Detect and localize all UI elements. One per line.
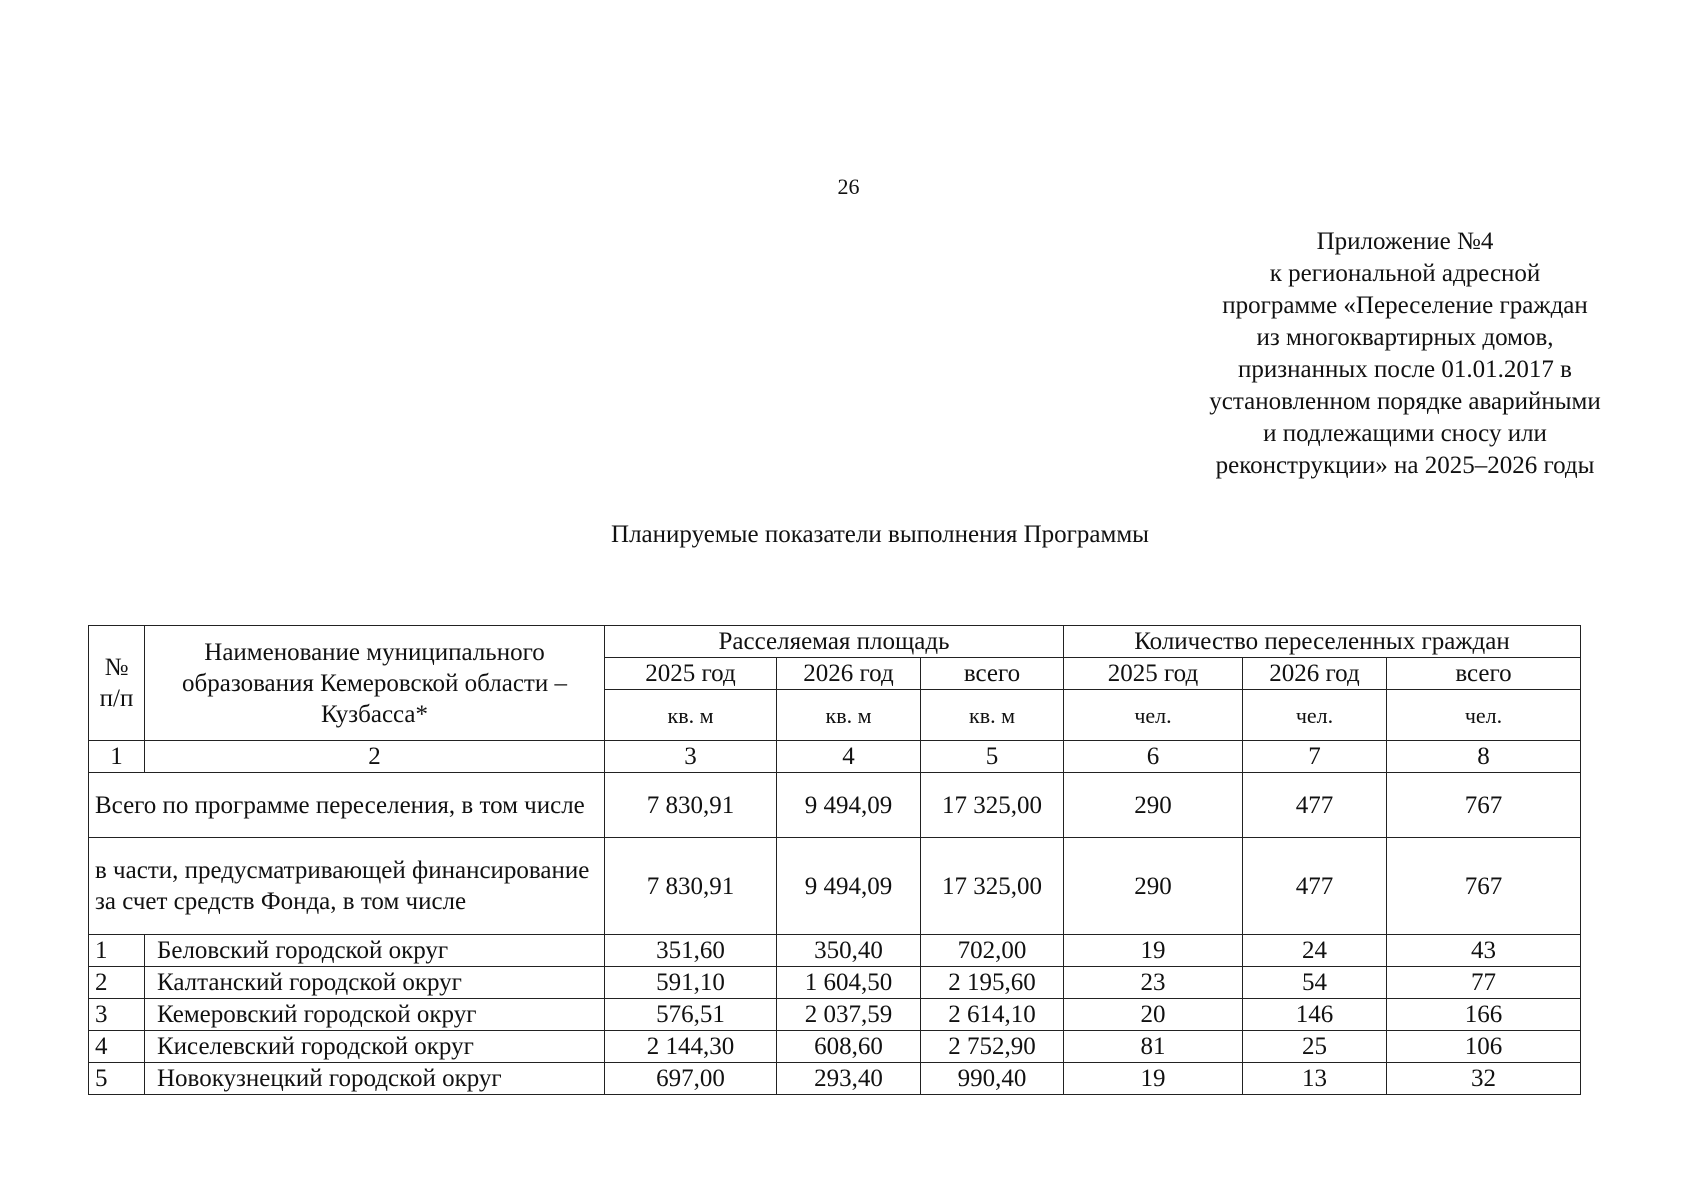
municipality-name: Беловский городской округ <box>145 935 605 967</box>
appendix-line: Приложение №4 <box>1316 228 1494 255</box>
row-num: 4 <box>89 1031 145 1063</box>
header-people-group: Количество переселенных граждан <box>1064 626 1581 658</box>
area-2026: 9 494,09 <box>777 773 921 838</box>
summary-label: Всего по программе переселения, в том числе <box>89 773 605 838</box>
area-2026: 1 604,50 <box>777 967 921 999</box>
header-area-total: всего <box>921 658 1064 690</box>
municipality-name: Калтанский городской округ <box>145 967 605 999</box>
appendix-line: к региональной адресной <box>1269 260 1541 287</box>
area-2026: 293,40 <box>777 1063 921 1095</box>
people-total: 166 <box>1387 999 1581 1031</box>
table-row <box>89 1031 1581 1063</box>
document-title: Планируемые показатели выполнения Программы <box>611 521 1149 548</box>
column-number: 8 <box>1387 741 1581 773</box>
area-total: 17 325,00 <box>921 773 1064 838</box>
row-num: 2 <box>89 967 145 999</box>
people-2025: 290 <box>1064 773 1243 838</box>
area-total: 702,00 <box>921 935 1064 967</box>
people-2026: 477 <box>1243 838 1387 935</box>
area-total: 2 195,60 <box>921 967 1064 999</box>
unit-people: чел. <box>1243 690 1387 741</box>
municipality-name: Новокузнецкий городской округ <box>145 1063 605 1095</box>
people-2025: 20 <box>1064 999 1243 1031</box>
people-total: 767 <box>1387 773 1581 838</box>
area-total: 2 614,10 <box>921 999 1064 1031</box>
column-number: 3 <box>605 741 777 773</box>
people-2025: 81 <box>1064 1031 1243 1063</box>
unit-people: чел. <box>1387 690 1581 741</box>
table-row <box>89 967 1581 999</box>
area-2025: 576,51 <box>605 999 777 1031</box>
appendix-line: из многоквартирных домов, <box>1256 324 1554 351</box>
column-number: 6 <box>1064 741 1243 773</box>
appendix-note <box>1150 226 1660 482</box>
area-2026: 608,60 <box>777 1031 921 1063</box>
area-2026: 2 037,59 <box>777 999 921 1031</box>
unit-area: кв. м <box>921 690 1064 741</box>
people-total: 43 <box>1387 935 1581 967</box>
area-2025: 697,00 <box>605 1063 777 1095</box>
area-2025: 591,10 <box>605 967 777 999</box>
people-2026: 477 <box>1243 773 1387 838</box>
row-num: 3 <box>89 999 145 1031</box>
area-2025: 351,60 <box>605 935 777 967</box>
area-2026: 350,40 <box>777 935 921 967</box>
area-total: 17 325,00 <box>921 838 1064 935</box>
column-number: 2 <box>145 741 605 773</box>
unit-area: кв. м <box>777 690 921 741</box>
column-number: 4 <box>777 741 921 773</box>
summary-row-total <box>89 773 1581 838</box>
row-num: 1 <box>89 935 145 967</box>
municipality-name: Кемеровский городской округ <box>145 999 605 1031</box>
people-2025: 19 <box>1064 935 1243 967</box>
header-people-2025: 2025 год <box>1064 658 1243 690</box>
table-row <box>89 999 1581 1031</box>
people-2026: 25 <box>1243 1031 1387 1063</box>
header-people-total: всего <box>1387 658 1581 690</box>
table-row <box>89 1063 1581 1095</box>
people-total: 32 <box>1387 1063 1581 1095</box>
unit-people: чел. <box>1064 690 1243 741</box>
people-total: 77 <box>1387 967 1581 999</box>
column-numbers-row <box>89 741 1581 773</box>
people-2026: 13 <box>1243 1063 1387 1095</box>
appendix-line: признанных после 01.01.2017 в <box>1238 356 1572 383</box>
people-2026: 146 <box>1243 999 1387 1031</box>
column-number: 7 <box>1243 741 1387 773</box>
page-number: 26 <box>837 174 860 199</box>
people-total: 106 <box>1387 1031 1581 1063</box>
indicators-table <box>88 625 1581 1095</box>
people-2026: 24 <box>1243 935 1387 967</box>
area-total: 990,40 <box>921 1063 1064 1095</box>
people-2026: 54 <box>1243 967 1387 999</box>
people-2025: 290 <box>1064 838 1243 935</box>
header-area-group: Расселяемая площадь <box>605 626 1064 658</box>
area-2025: 7 830,91 <box>605 773 777 838</box>
table-row <box>89 935 1581 967</box>
area-2025: 7 830,91 <box>605 838 777 935</box>
area-total: 2 752,90 <box>921 1031 1064 1063</box>
header-num: № п/п <box>89 626 145 741</box>
appendix-line: программе «Переселение граждан <box>1222 292 1588 319</box>
appendix-line: реконструкции» на 2025–2026 годы <box>1215 452 1595 479</box>
summary-label: в части, предусматривающей финансирование за счет средств Фонда, в том числе <box>89 838 605 935</box>
unit-area: кв. м <box>605 690 777 741</box>
column-number: 1 <box>89 741 145 773</box>
appendix-line: и подлежащими сносу или <box>1263 420 1547 447</box>
area-2026: 9 494,09 <box>777 838 921 935</box>
people-total: 767 <box>1387 838 1581 935</box>
header-area-2025: 2025 год <box>605 658 777 690</box>
row-num: 5 <box>89 1063 145 1095</box>
header-name: Наименование муниципального образования Кемеровской области – Кузбасса* <box>145 626 605 741</box>
header-area-2026: 2026 год <box>777 658 921 690</box>
people-2025: 19 <box>1064 1063 1243 1095</box>
header-people-2026: 2026 год <box>1243 658 1387 690</box>
area-2025: 2 144,30 <box>605 1031 777 1063</box>
appendix-line: установленном порядке аварийными <box>1209 388 1601 415</box>
people-2025: 23 <box>1064 967 1243 999</box>
header-row <box>89 626 1581 658</box>
summary-row-fund <box>89 838 1581 935</box>
column-number: 5 <box>921 741 1064 773</box>
municipality-name: Киселевский городской округ <box>145 1031 605 1063</box>
